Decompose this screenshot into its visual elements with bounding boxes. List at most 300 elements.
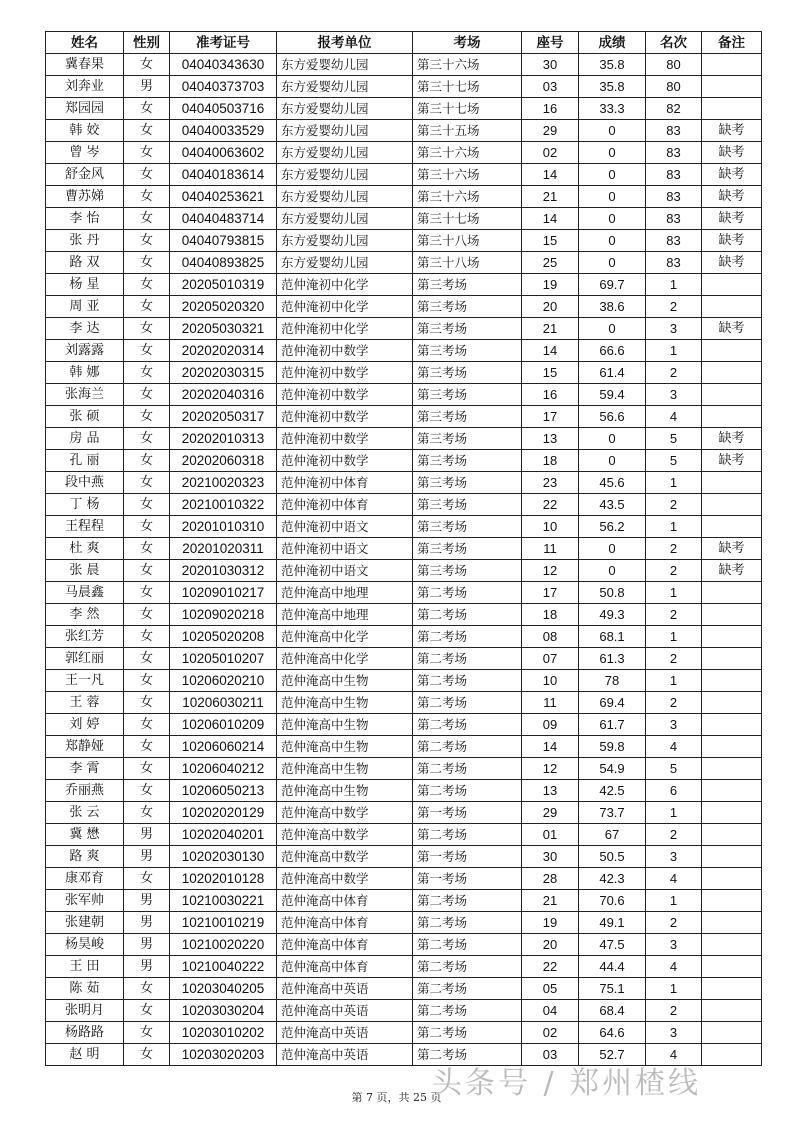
cell-ticket-no: 10202010128	[170, 868, 277, 890]
cell-rank: 2	[646, 824, 702, 846]
cell-seat: 11	[522, 692, 579, 714]
table-row	[46, 912, 762, 934]
cell-ticket-no: 10203010202	[170, 1022, 277, 1044]
cell-seat: 21	[522, 890, 579, 912]
cell-score: 54.9	[579, 758, 646, 780]
cell-gender: 女	[124, 494, 170, 516]
cell-exam-room: 第三考场	[413, 406, 522, 428]
cell-rank: 2	[646, 296, 702, 318]
table-row	[46, 802, 762, 824]
cell-score: 69.4	[579, 692, 646, 714]
cell-name: 张红芳	[46, 626, 124, 648]
cell-seat: 30	[522, 846, 579, 868]
cell-gender: 女	[124, 428, 170, 450]
cell-unit: 范仲淹高中体育	[277, 912, 413, 934]
table-row	[46, 780, 762, 802]
cell-score: 44.4	[579, 956, 646, 978]
cell-gender: 女	[124, 450, 170, 472]
cell-seat: 14	[522, 340, 579, 362]
cell-remark	[702, 98, 762, 120]
cell-exam-room: 第三十六场	[413, 186, 522, 208]
cell-name: 郭红丽	[46, 648, 124, 670]
cell-seat: 03	[522, 76, 579, 98]
cell-seat: 05	[522, 978, 579, 1000]
cell-remark	[702, 868, 762, 890]
table-row	[46, 670, 762, 692]
table-header-row	[46, 32, 762, 54]
cell-unit: 范仲淹初中语文	[277, 560, 413, 582]
cell-name: 杨 星	[46, 274, 124, 296]
cell-exam-room: 第三考场	[413, 384, 522, 406]
cell-rank: 83	[646, 208, 702, 230]
cell-exam-room: 第三十八场	[413, 252, 522, 274]
cell-rank: 3	[646, 846, 702, 868]
cell-remark: 缺考	[702, 208, 762, 230]
cell-ticket-no: 10209010217	[170, 582, 277, 604]
cell-unit: 范仲淹初中化学	[277, 274, 413, 296]
cell-ticket-no: 10206020210	[170, 670, 277, 692]
cell-seat: 14	[522, 164, 579, 186]
cell-exam-room: 第三十六场	[413, 164, 522, 186]
cell-remark	[702, 846, 762, 868]
table-row	[46, 428, 762, 450]
cell-rank: 6	[646, 780, 702, 802]
cell-seat: 15	[522, 230, 579, 252]
cell-seat: 14	[522, 208, 579, 230]
cell-rank: 4	[646, 1044, 702, 1066]
table-row	[46, 54, 762, 76]
cell-rank: 4	[646, 868, 702, 890]
cell-seat: 21	[522, 318, 579, 340]
cell-unit: 范仲淹初中语文	[277, 516, 413, 538]
table-row	[46, 252, 762, 274]
cell-remark	[702, 978, 762, 1000]
cell-score: 33.3	[579, 98, 646, 120]
cell-seat: 04	[522, 1000, 579, 1022]
cell-ticket-no: 10206030211	[170, 692, 277, 714]
cell-ticket-no: 10202020129	[170, 802, 277, 824]
cell-remark	[702, 582, 762, 604]
cell-exam-room: 第二考场	[413, 1000, 522, 1022]
cell-rank: 4	[646, 956, 702, 978]
cell-name: 李 霄	[46, 758, 124, 780]
table-row	[46, 582, 762, 604]
cell-gender: 女	[124, 252, 170, 274]
cell-score: 69.7	[579, 274, 646, 296]
cell-ticket-no: 04040373703	[170, 76, 277, 98]
cell-ticket-no: 10210040222	[170, 956, 277, 978]
cell-ticket-no: 04040343630	[170, 54, 277, 76]
table-row	[46, 1022, 762, 1044]
table-row	[46, 406, 762, 428]
cell-name: 郑静娅	[46, 736, 124, 758]
cell-ticket-no: 20201030312	[170, 560, 277, 582]
cell-remark	[702, 1000, 762, 1022]
table-row	[46, 208, 762, 230]
cell-exam-room: 第二考场	[413, 890, 522, 912]
cell-gender: 女	[124, 186, 170, 208]
table-row	[46, 362, 762, 384]
cell-exam-room: 第二考场	[413, 626, 522, 648]
cell-exam-room: 第二考场	[413, 582, 522, 604]
cell-unit: 范仲淹高中英语	[277, 978, 413, 1000]
cell-exam-room: 第三十六场	[413, 54, 522, 76]
cell-remark	[702, 516, 762, 538]
cell-exam-room: 第二考场	[413, 956, 522, 978]
cell-seat: 13	[522, 428, 579, 450]
cell-rank: 3	[646, 1022, 702, 1044]
cell-name: 张军帅	[46, 890, 124, 912]
cell-remark: 缺考	[702, 142, 762, 164]
watermark: 头条号 / 郑州楂线	[432, 1066, 702, 1101]
cell-rank: 2	[646, 648, 702, 670]
cell-name: 周 亚	[46, 296, 124, 318]
cell-ticket-no: 20201020311	[170, 538, 277, 560]
cell-ticket-no: 10209020218	[170, 604, 277, 626]
cell-name: 张 丹	[46, 230, 124, 252]
table-row	[46, 736, 762, 758]
cell-remark	[702, 670, 762, 692]
cell-remark	[702, 714, 762, 736]
cell-unit: 范仲淹初中体育	[277, 472, 413, 494]
cell-ticket-no: 04040793815	[170, 230, 277, 252]
cell-ticket-no: 10210020220	[170, 934, 277, 956]
cell-score: 52.7	[579, 1044, 646, 1066]
cell-exam-room: 第一考场	[413, 802, 522, 824]
cell-unit: 范仲淹高中生物	[277, 692, 413, 714]
table-row	[46, 758, 762, 780]
cell-ticket-no: 10202040201	[170, 824, 277, 846]
header-unit: 报考单位	[277, 32, 413, 54]
cell-rank: 1	[646, 802, 702, 824]
cell-score: 0	[579, 164, 646, 186]
cell-gender: 女	[124, 736, 170, 758]
table-row	[46, 824, 762, 846]
cell-exam-room: 第二考场	[413, 912, 522, 934]
cell-remark	[702, 934, 762, 956]
cell-remark	[702, 340, 762, 362]
table-row	[46, 164, 762, 186]
cell-exam-room: 第三十七场	[413, 76, 522, 98]
cell-exam-room: 第二考场	[413, 736, 522, 758]
cell-gender: 女	[124, 538, 170, 560]
cell-remark	[702, 912, 762, 934]
cell-name: 杜 爽	[46, 538, 124, 560]
cell-exam-room: 第二考场	[413, 1022, 522, 1044]
cell-gender: 男	[124, 76, 170, 98]
cell-ticket-no: 10206040212	[170, 758, 277, 780]
cell-rank: 2	[646, 604, 702, 626]
cell-remark	[702, 362, 762, 384]
cell-remark: 缺考	[702, 428, 762, 450]
cell-rank: 2	[646, 560, 702, 582]
cell-gender: 女	[124, 692, 170, 714]
cell-seat: 28	[522, 868, 579, 890]
cell-rank: 1	[646, 582, 702, 604]
cell-seat: 17	[522, 406, 579, 428]
cell-name: 张 晨	[46, 560, 124, 582]
cell-score: 0	[579, 186, 646, 208]
cell-unit: 东方爱婴幼儿园	[277, 76, 413, 98]
cell-unit: 范仲淹高中生物	[277, 670, 413, 692]
table-row	[46, 692, 762, 714]
cell-gender: 女	[124, 604, 170, 626]
page-number: 第 7 页，共 25 页	[351, 1091, 442, 1104]
cell-score: 42.5	[579, 780, 646, 802]
cell-exam-room: 第三考场	[413, 450, 522, 472]
cell-seat: 22	[522, 956, 579, 978]
cell-exam-room: 第二考场	[413, 604, 522, 626]
cell-rank: 1	[646, 890, 702, 912]
cell-score: 73.7	[579, 802, 646, 824]
cell-unit: 范仲淹初中化学	[277, 318, 413, 340]
cell-name: 赵 明	[46, 1044, 124, 1066]
cell-score: 0	[579, 560, 646, 582]
cell-gender: 女	[124, 120, 170, 142]
cell-seat: 14	[522, 736, 579, 758]
cell-ticket-no: 10205020208	[170, 626, 277, 648]
cell-seat: 13	[522, 780, 579, 802]
table-row	[46, 560, 762, 582]
cell-name: 张 硕	[46, 406, 124, 428]
cell-seat: 11	[522, 538, 579, 560]
cell-unit: 东方爱婴幼儿园	[277, 120, 413, 142]
cell-gender: 女	[124, 1000, 170, 1022]
cell-gender: 女	[124, 626, 170, 648]
table-row	[46, 450, 762, 472]
cell-seat: 12	[522, 758, 579, 780]
cell-score: 0	[579, 142, 646, 164]
cell-score: 50.8	[579, 582, 646, 604]
table-row	[46, 494, 762, 516]
cell-score: 0	[579, 428, 646, 450]
cell-unit: 范仲淹高中英语	[277, 1000, 413, 1022]
cell-name: 段中燕	[46, 472, 124, 494]
cell-unit: 范仲淹高中体育	[277, 956, 413, 978]
cell-exam-room: 第三十七场	[413, 208, 522, 230]
table-row	[46, 1000, 762, 1022]
cell-seat: 19	[522, 912, 579, 934]
cell-unit: 东方爱婴幼儿园	[277, 142, 413, 164]
cell-exam-room: 第三考场	[413, 340, 522, 362]
cell-rank: 83	[646, 120, 702, 142]
cell-rank: 1	[646, 670, 702, 692]
cell-gender: 男	[124, 912, 170, 934]
cell-exam-room: 第一考场	[413, 868, 522, 890]
cell-name: 路 双	[46, 252, 124, 274]
score-table	[45, 31, 762, 1066]
cell-unit: 东方爱婴幼儿园	[277, 252, 413, 274]
cell-rank: 83	[646, 230, 702, 252]
cell-seat: 09	[522, 714, 579, 736]
cell-unit: 东方爱婴幼儿园	[277, 230, 413, 252]
cell-exam-room: 第三考场	[413, 472, 522, 494]
header-ticket-no: 准考证号	[170, 32, 277, 54]
cell-score: 56.2	[579, 516, 646, 538]
table-row	[46, 472, 762, 494]
cell-rank: 3	[646, 318, 702, 340]
cell-ticket-no: 10206060214	[170, 736, 277, 758]
cell-score: 59.4	[579, 384, 646, 406]
table-row	[46, 626, 762, 648]
cell-exam-room: 第二考场	[413, 780, 522, 802]
cell-gender: 女	[124, 472, 170, 494]
cell-rank: 5	[646, 758, 702, 780]
cell-gender: 女	[124, 648, 170, 670]
cell-name: 冀 懋	[46, 824, 124, 846]
table-body	[46, 54, 762, 1066]
cell-ticket-no: 10206050213	[170, 780, 277, 802]
cell-exam-room: 第二考场	[413, 714, 522, 736]
cell-seat: 25	[522, 252, 579, 274]
cell-remark	[702, 274, 762, 296]
cell-unit: 范仲淹高中体育	[277, 934, 413, 956]
cell-name: 丁 杨	[46, 494, 124, 516]
cell-rank: 1	[646, 274, 702, 296]
cell-exam-room: 第二考场	[413, 758, 522, 780]
cell-score: 61.7	[579, 714, 646, 736]
cell-seat: 19	[522, 274, 579, 296]
cell-name: 孔 丽	[46, 450, 124, 472]
cell-gender: 女	[124, 868, 170, 890]
cell-unit: 范仲淹高中数学	[277, 824, 413, 846]
cell-unit: 范仲淹高中英语	[277, 1022, 413, 1044]
cell-gender: 女	[124, 142, 170, 164]
cell-seat: 08	[522, 626, 579, 648]
table-row	[46, 934, 762, 956]
cell-seat: 18	[522, 450, 579, 472]
cell-exam-room: 第三考场	[413, 516, 522, 538]
cell-exam-room: 第二考场	[413, 824, 522, 846]
cell-score: 35.8	[579, 54, 646, 76]
cell-name: 张建朝	[46, 912, 124, 934]
cell-name: 张海兰	[46, 384, 124, 406]
cell-gender: 女	[124, 758, 170, 780]
cell-remark: 缺考	[702, 230, 762, 252]
cell-ticket-no: 10202030130	[170, 846, 277, 868]
cell-remark	[702, 54, 762, 76]
table-row	[46, 978, 762, 1000]
cell-name: 路 爽	[46, 846, 124, 868]
cell-remark	[702, 780, 762, 802]
cell-remark: 缺考	[702, 318, 762, 340]
cell-remark	[702, 296, 762, 318]
cell-remark	[702, 802, 762, 824]
cell-unit: 范仲淹高中体育	[277, 890, 413, 912]
cell-unit: 范仲淹高中生物	[277, 758, 413, 780]
cell-unit: 范仲淹高中化学	[277, 626, 413, 648]
cell-remark	[702, 956, 762, 978]
cell-remark	[702, 824, 762, 846]
cell-unit: 东方爱婴幼儿园	[277, 208, 413, 230]
cell-seat: 21	[522, 186, 579, 208]
cell-seat: 10	[522, 516, 579, 538]
cell-remark: 缺考	[702, 252, 762, 274]
cell-name: 韩 娜	[46, 362, 124, 384]
cell-exam-room: 第三考场	[413, 362, 522, 384]
cell-rank: 5	[646, 428, 702, 450]
cell-score: 56.6	[579, 406, 646, 428]
cell-name: 陈 茹	[46, 978, 124, 1000]
cell-seat: 02	[522, 1022, 579, 1044]
cell-ticket-no: 20205030321	[170, 318, 277, 340]
cell-ticket-no: 20210020323	[170, 472, 277, 494]
cell-remark: 缺考	[702, 560, 762, 582]
cell-unit: 范仲淹高中数学	[277, 868, 413, 890]
cell-gender: 女	[124, 230, 170, 252]
cell-score: 0	[579, 252, 646, 274]
cell-unit: 范仲淹初中数学	[277, 384, 413, 406]
cell-name: 李 怡	[46, 208, 124, 230]
table-row	[46, 230, 762, 252]
cell-ticket-no: 10206010209	[170, 714, 277, 736]
cell-remark: 缺考	[702, 120, 762, 142]
cell-ticket-no: 04040253621	[170, 186, 277, 208]
cell-gender: 女	[124, 208, 170, 230]
cell-name: 王一凡	[46, 670, 124, 692]
cell-gender: 女	[124, 362, 170, 384]
cell-seat: 30	[522, 54, 579, 76]
cell-rank: 2	[646, 912, 702, 934]
cell-exam-room: 第二考场	[413, 648, 522, 670]
cell-ticket-no: 10203040205	[170, 978, 277, 1000]
cell-gender: 女	[124, 1022, 170, 1044]
cell-remark	[702, 1022, 762, 1044]
cell-remark	[702, 648, 762, 670]
cell-remark: 缺考	[702, 164, 762, 186]
cell-remark	[702, 758, 762, 780]
cell-rank: 2	[646, 494, 702, 516]
cell-score: 0	[579, 538, 646, 560]
cell-name: 张明月	[46, 1000, 124, 1022]
cell-unit: 范仲淹初中体育	[277, 494, 413, 516]
cell-remark	[702, 890, 762, 912]
cell-seat: 12	[522, 560, 579, 582]
cell-name: 王程程	[46, 516, 124, 538]
cell-seat: 18	[522, 604, 579, 626]
cell-gender: 女	[124, 54, 170, 76]
cell-gender: 男	[124, 846, 170, 868]
cell-score: 49.1	[579, 912, 646, 934]
cell-ticket-no: 04040503716	[170, 98, 277, 120]
cell-unit: 范仲淹高中地理	[277, 582, 413, 604]
cell-rank: 2	[646, 1000, 702, 1022]
cell-rank: 3	[646, 934, 702, 956]
cell-score: 38.6	[579, 296, 646, 318]
cell-name: 舒金风	[46, 164, 124, 186]
cell-seat: 16	[522, 384, 579, 406]
cell-name: 乔丽燕	[46, 780, 124, 802]
cell-exam-room: 第三十五场	[413, 120, 522, 142]
cell-unit: 范仲淹高中数学	[277, 802, 413, 824]
cell-score: 68.1	[579, 626, 646, 648]
cell-ticket-no: 20202010313	[170, 428, 277, 450]
cell-seat: 02	[522, 142, 579, 164]
cell-gender: 女	[124, 978, 170, 1000]
cell-score: 78	[579, 670, 646, 692]
table-row	[46, 714, 762, 736]
cell-exam-room: 第三考场	[413, 428, 522, 450]
cell-rank: 1	[646, 978, 702, 1000]
cell-unit: 范仲淹初中语文	[277, 538, 413, 560]
cell-score: 75.1	[579, 978, 646, 1000]
cell-ticket-no: 04040033529	[170, 120, 277, 142]
cell-score: 68.4	[579, 1000, 646, 1022]
cell-rank: 1	[646, 516, 702, 538]
cell-exam-room: 第二考场	[413, 1044, 522, 1066]
cell-exam-room: 第三十七场	[413, 98, 522, 120]
cell-gender: 女	[124, 384, 170, 406]
